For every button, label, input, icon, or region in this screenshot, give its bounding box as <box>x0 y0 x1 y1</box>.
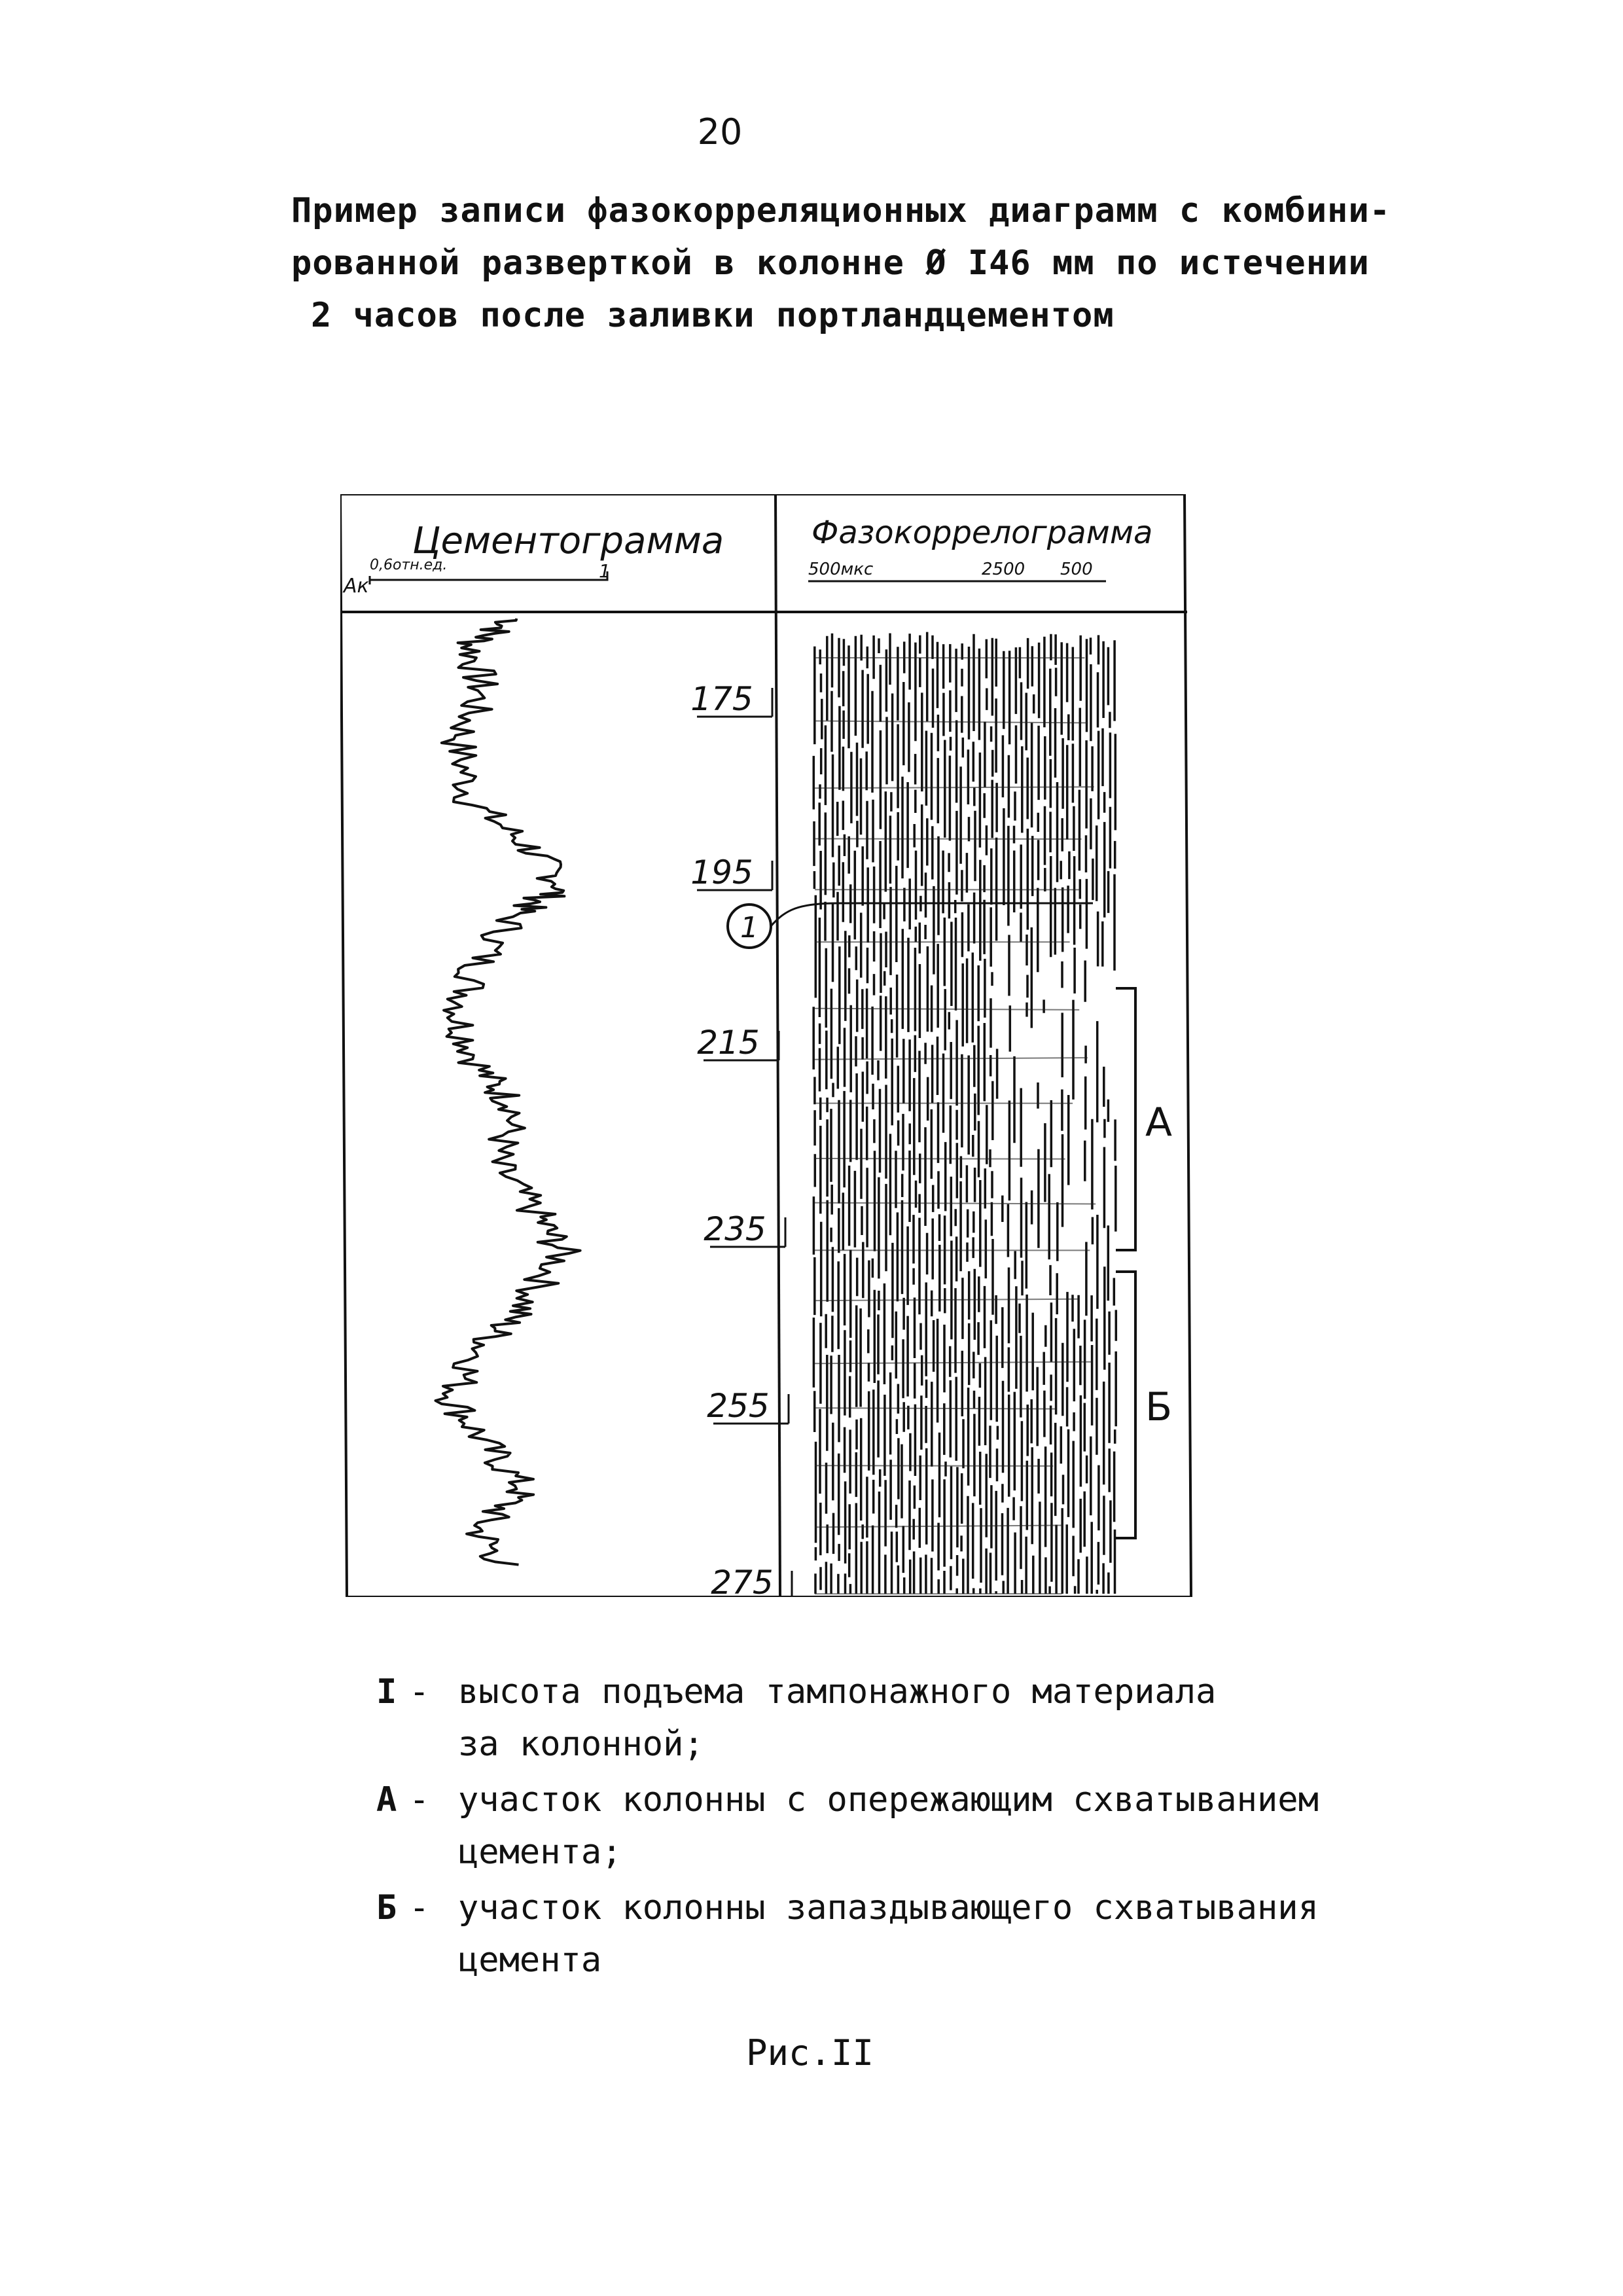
title-line-3: 2 часов после заливки портландцементом <box>311 296 1115 335</box>
legend-3-line-1: участок колонны запаздывающего схватывания <box>458 1888 1319 1928</box>
legend-marker-2: А <box>376 1780 397 1820</box>
callout-number: 1 <box>740 911 758 944</box>
legend-1-line-1: высота подъема тампонажного материала <box>458 1672 1217 1712</box>
legend-marker-3: Б <box>376 1888 397 1928</box>
depth-label-235: 235 <box>704 1210 766 1248</box>
bracket-a <box>1116 988 1135 1250</box>
left-axis-symbol: Ак <box>344 575 369 598</box>
right-scale-right: 500 <box>1060 560 1093 579</box>
legend-1-line-2: за колонной; <box>458 1725 704 1764</box>
left-scale-bar <box>370 571 607 584</box>
depth-label-215: 215 <box>697 1024 760 1062</box>
bracket-b-label: Б <box>1145 1384 1173 1430</box>
legend-dash-2: - <box>409 1780 430 1820</box>
legend-dash-1: - <box>409 1672 430 1712</box>
depth-label-175: 175 <box>690 680 753 718</box>
page-number: 20 <box>697 111 743 152</box>
depth-label-195: 195 <box>690 853 753 891</box>
title-line-1: Пример записи фазокорреляционных диаграмм с комбини- <box>291 191 1391 230</box>
title-line-2: рованной разверткой в колонне Ø I46 мм по истечении <box>291 243 1370 283</box>
figure-caption: Рис.II <box>746 2032 874 2073</box>
left-panel-title: Цементограмма <box>412 520 724 562</box>
right-scale-left: 500мкс <box>808 560 874 579</box>
right-scale-mid: 2500 <box>982 560 1026 579</box>
left-scale-start: 0,6отн.ед. <box>370 557 448 573</box>
legend-2-line-1: участок колонны с опережающим схватыванием <box>458 1780 1319 1820</box>
right-panel-title: Фазокоррелограмма <box>812 514 1153 551</box>
legend-marker-1: I <box>376 1672 397 1712</box>
legend-dash-3: - <box>409 1888 430 1928</box>
phase-correlogram <box>813 632 1116 1594</box>
depth-label-255: 255 <box>707 1387 770 1425</box>
legend-3-line-2: цемента <box>458 1941 602 1980</box>
logging-figure-svg <box>340 494 1204 1597</box>
figure-frame <box>340 494 1191 1597</box>
correlogram-traces <box>813 632 1116 1594</box>
cementogram-curve <box>436 619 580 1565</box>
left-scale-end: 1 <box>599 560 611 582</box>
bracket-b <box>1116 1272 1135 1538</box>
logging-figure <box>340 494 1204 1597</box>
legend-2-line-2: цемента; <box>458 1833 622 1872</box>
depth-label-275: 275 <box>711 1564 774 1597</box>
bracket-a-label: А <box>1145 1100 1173 1145</box>
